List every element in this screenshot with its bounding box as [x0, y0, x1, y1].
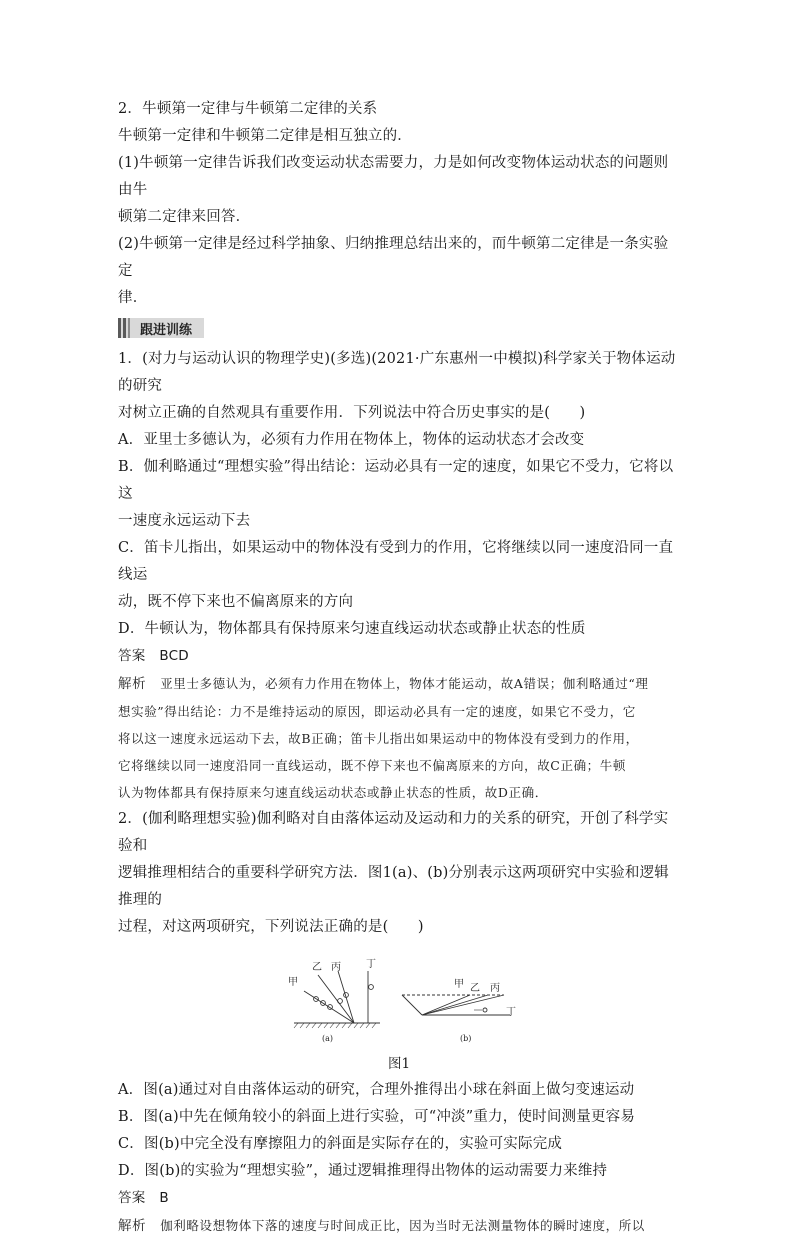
point-2-line-1: (2)牛顿第一定律是经过科学抽象、归纳推理总结出来的，而牛顿第二定律是一条实验定: [118, 236, 669, 279]
figure-a: [294, 971, 380, 1028]
answer-value: B: [159, 1190, 169, 1206]
figure-b-label: 甲: [454, 979, 464, 990]
figure-b-left-incline: [402, 995, 422, 1015]
tab-bars-icon: [118, 318, 132, 338]
q1-option-a: A．亚里士多德认为，必须有力作用在物体上，物体的运动状态才会改变: [118, 432, 585, 448]
section-heading: 2．牛顿第一定律与牛顿第二定律的关系: [118, 101, 378, 117]
figure-a-incline-2: [318, 975, 354, 1023]
figure-a-label: 丙: [331, 962, 341, 973]
practice-section-tab: [118, 318, 204, 338]
q1-option-c-line-1: C．笛卡儿指出，如果运动中的物体没有受到力的作用，它将继续以同一速度沿同一直线运: [118, 540, 674, 583]
answer-value: BCD: [159, 648, 189, 664]
answer-label: 答案: [118, 1190, 146, 1206]
q1-analysis-line-3: 将以这一速度永远运动下去，故B正确；笛卡儿指出如果运动中的物体没有受到力的作用，: [118, 731, 639, 746]
figure-a-label: 丁: [366, 959, 376, 970]
q2-option-d: D．图(b)的实验为“理想实验”，通过逻辑推理得出物体的运动需要力来维持: [118, 1163, 608, 1179]
q1-stem-line-1: 1．(对力与运动认识的物理学史)(多选)(2021·广东惠州一中模拟)科学家关于物体运动的研究: [118, 351, 676, 394]
q1-analysis-line-1: 解析 亚里士多德认为，必须有力作用在物体上，物体才能运动，故A错误；伽利略通过“理: [118, 676, 649, 692]
point-1-line-1: (1)牛顿第一定律告诉我们改变运动状态需要力，力是如何改变物体运动状态的问题则由牛: [118, 155, 669, 198]
figure-a-label: 甲: [288, 977, 298, 988]
q1-option-b-line-1: B．伽利略通过“理想实验”得出结论：运动必具有一定的速度，如果它不受力，它将以这: [118, 459, 674, 502]
figure-1: [118, 945, 680, 1053]
q1-stem-line-2: 对树立正确的自然观具有重要作用．下列说法中符合历史事实的是( ): [118, 405, 586, 421]
q2-option-a: A．图(a)通过对自由落体运动的研究，合理外推得出小球在斜面上做匀变速运动: [118, 1082, 635, 1098]
figure-a-ball: [369, 985, 374, 990]
q2-option-b: B．图(a)中先在倾角较小的斜面上进行实验，可“冲淡”重力，使时间测量更容易: [118, 1109, 636, 1125]
figure-b-caption: (b): [460, 1034, 472, 1043]
figure-a-incline-1: [304, 991, 354, 1023]
q1-analysis-line-5: 认为物体都具有保持原来匀速直线运动状态或静止状态的性质，故D正确．: [118, 785, 548, 800]
q2-stem-line-2: 逻辑推理相结合的重要科学研究方法．图1(a)、(b)分别表示这两项研究中实验和逻辑推理的: [118, 865, 669, 908]
figure-1-diagram: [118, 945, 680, 1053]
q1-option-c-line-2: 动，既不停下来也不偏离原来的方向: [118, 594, 354, 610]
q2-option-c: C．图(b)中完全没有摩擦阻力的斜面是实际存在的，实验可实际完成: [118, 1136, 563, 1152]
figure-b-label: 丙: [490, 983, 500, 994]
practice-tab-label: 跟进训练: [140, 322, 193, 338]
figure-a-caption: (a): [322, 1034, 334, 1043]
point-1-line-2: 顿第二定律来回答．: [118, 209, 251, 225]
figure-a-hatch: [294, 1023, 376, 1028]
q1-answer: [118, 643, 680, 670]
q1-analysis-line-2: 想实验”得出结论：力不是维持运动的原因，即运动必具有一定的速度，如果它不受力，它: [118, 704, 636, 719]
analysis-label: 解析: [118, 676, 147, 692]
figure-a-label: 乙: [312, 962, 322, 973]
q1-option-d: D．牛顿认为，物体都具有保持原来匀速直线运动状态或静止状态的性质: [118, 621, 586, 637]
q2-analysis-line-1: 解析 伽利略设想物体下落的速度与时间成正比，因为当时无法测量物体的瞬时速度，所以: [118, 1218, 645, 1234]
figure-b-ball: [483, 1008, 487, 1012]
figure-a-ball: [338, 999, 343, 1004]
figure-b-label: 丁: [506, 1007, 516, 1018]
analysis-label: 解析: [118, 1218, 147, 1234]
section-intro: 牛顿第一定律和牛顿第二定律是相互独立的．: [118, 128, 412, 144]
figure-b: [402, 995, 510, 1015]
q1-option-b-line-2: 一速度永远运动下去: [118, 513, 251, 529]
q2-answer: [118, 1185, 680, 1212]
figure-b-incline-2: [422, 995, 488, 1015]
q2-stem-line-3: 过程，对这两项研究，下列说法正确的是( ): [118, 919, 424, 935]
document-page: [118, 96, 680, 1240]
figure-caption: 图1: [387, 1056, 411, 1072]
q1-analysis-line-4: 它将继续以同一速度沿同一直线运动，既不停下来也不偏离原来的方向，故C正确；牛顿: [118, 758, 626, 773]
answer-label: 答案: [118, 648, 146, 664]
point-2-line-2: 律．: [118, 290, 148, 306]
q2-stem-line-1: 2．(伽利略理想实验)伽利略对自由落体运动及运动和力的关系的研究，开创了科学实验和: [118, 811, 669, 854]
figure-b-label: 乙: [470, 983, 480, 994]
